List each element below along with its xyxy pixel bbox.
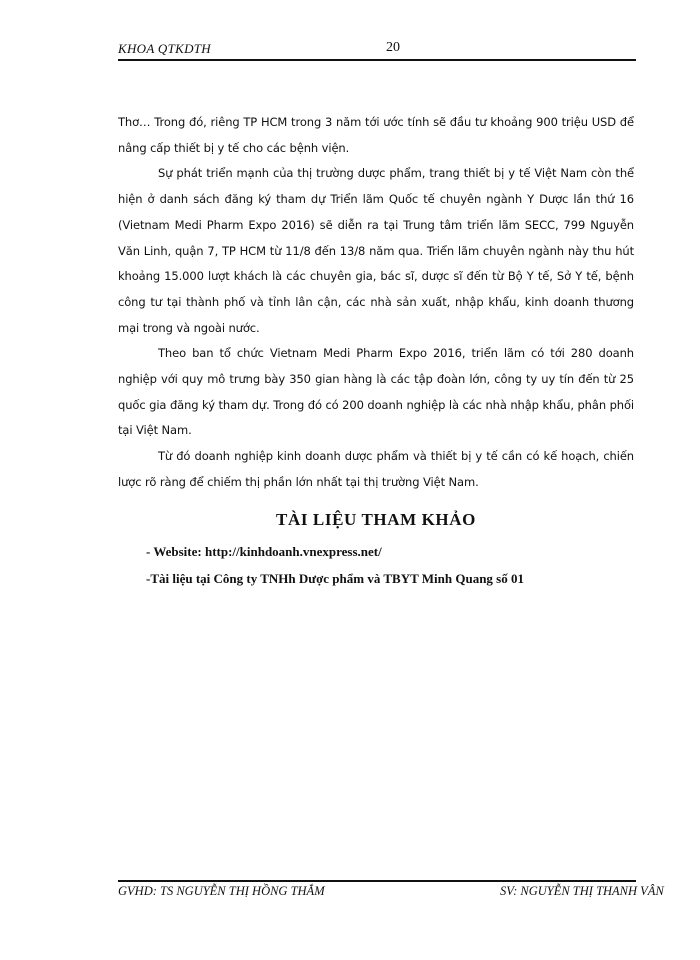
paragraph-3: Theo ban tổ chức Vietnam Medi Pharm Expo 2016, triển lãm có tới 280 doanh nghiệp với quy mô trưng bày 350 gian hàng là các tập đoàn lớn, công ty uy tín đến từ 25 quốc gia đăng ký tham dự. Trong đó có 200 doanh nghiệp là các nhà nhập khẩu, phân phối tại Việt Nam.: [118, 346, 634, 438]
references-title: TÀI LIỆU THAM KHẢO: [276, 510, 476, 529]
advisor-name: GVHD: TS NGUYỄN THỊ HỒNG THẮM: [118, 884, 325, 898]
page-number: 20: [386, 40, 400, 55]
paragraph-4: Từ đó doanh nghiệp kinh doanh dược phẩm và thiết bị y tế cần có kế hoạch, chiến lược rõ ràng để chiếm thị phần lớn nhất tại thị trường Việt Nam.: [118, 449, 634, 489]
faculty-label: KHOA QTKDTH: [118, 41, 211, 56]
paragraph-2: Sự phát triển mạnh của thị trường dược phẩm, trang thiết bị y tế Việt Nam còn thể hiện ở danh sách đăng ký tham dự Triển lãm Quốc tế chuyên ngành Y Dược lần thứ 16 (Vietnam Medi Pharm Expo 2016) sẽ diễn ra tại Trung tâm triển lãm SECC, 799 Nguyễn Văn Linh, quận 7, TP HCM từ 11/8 đến 13/8 năm qua. Triển lãm chuyên ngành này thu hút khoảng 15.000 lượt khách là các chuyên gia, bác sĩ, dược sĩ đến từ Bộ Y tế, Sở Y tế, bệnh công tư tại thành phố và tỉnh lân cận, các nhà sản xuất, nhập khẩu, kinh doanh thương mại trong và ngoài nước.: [118, 166, 634, 335]
reference-company-docs: -Tài liệu tại Công ty TNHh Dược phẩm và TBYT Minh Quang số 01: [146, 571, 524, 586]
page-header: [118, 41, 636, 61]
reference-website: - Website: http://kinhdoanh.vnexpress.net/: [146, 544, 382, 559]
footer-divider: [118, 880, 636, 882]
student-name: SV: NGUYỄN THỊ THANH VÂN: [500, 884, 664, 898]
paragraph-1: Thơ… Trong đó, riêng TP HCM trong 3 năm tới ước tính sẽ đầu tư khoảng 900 triệu USD để nâng cấp thiết bị y tế cho các bệnh viện.: [118, 115, 634, 155]
body-text: [118, 110, 634, 496]
header-divider: [118, 59, 636, 61]
